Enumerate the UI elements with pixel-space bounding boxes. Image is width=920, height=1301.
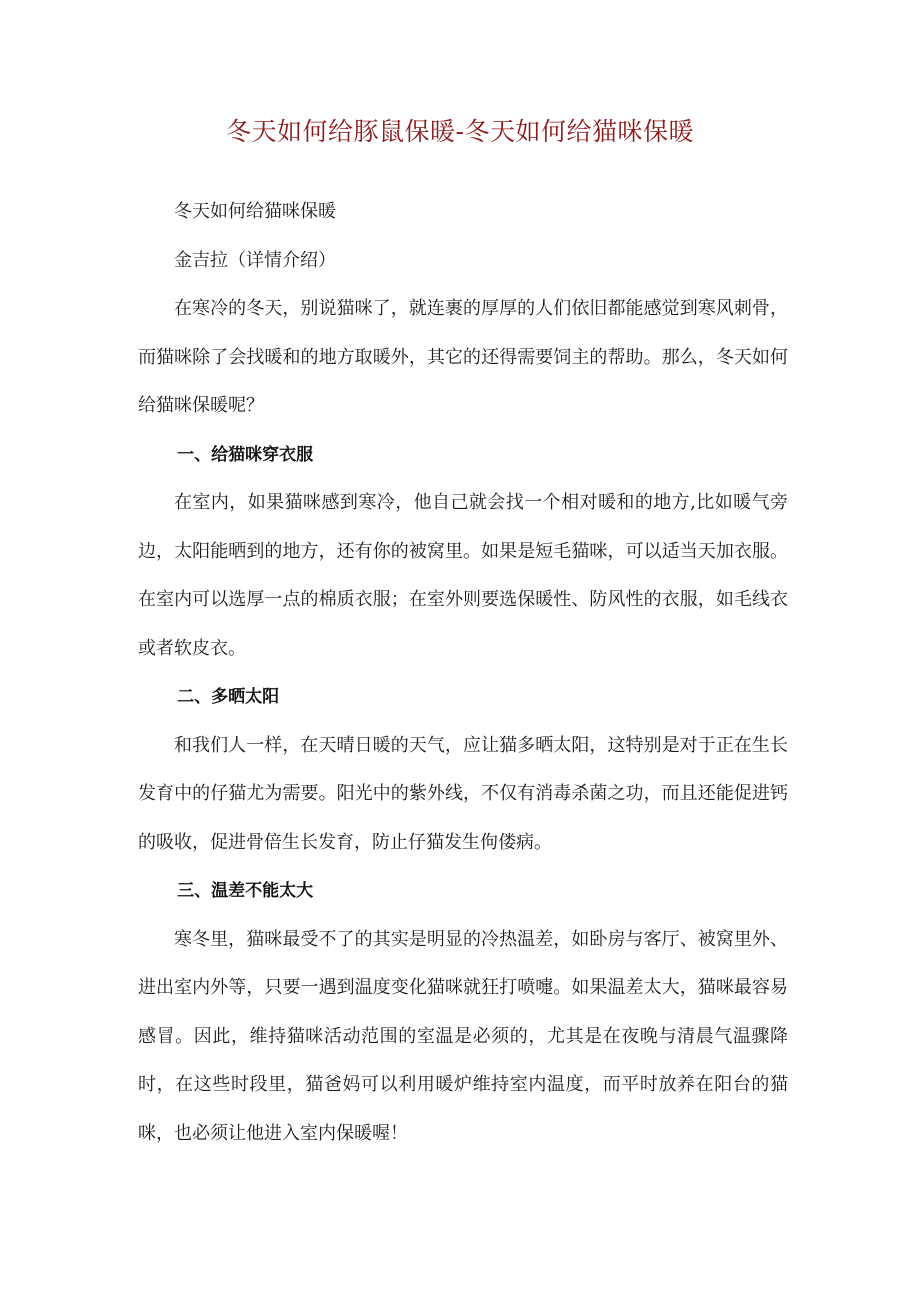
source-line: 金吉拉（详情介绍） [174,249,336,271]
subtitle: 冬天如何给猫咪保暖 [174,201,336,222]
section-heading-sunlight: 二、多晒太阳 [177,687,280,707]
intro-paragraph: 在寒冷的冬天，别说猫咪了，就连裹的厚厚的人们依旧都能感觉到寒风刺骨，而猫咪除了会找暖和的地方取暖外，其它的还得需要饲主的帮助。那么，冬天如何给猫咪保暖呢？ [138,298,788,416]
section-paragraph-clothes: 在室内，如果猫咪感到寒冷，他自己就会找一个相对暖和的地方,比如暖气旁边，太阳能晒到的地方，还有你的被窝里。如果是短毛猫咪，可以适当天加衣服。在室内可以选厚一点的棉质衣服；在室外则要选保暖性、防风性的衣服，如毛线衣或者软皮衣。 [138,492,788,659]
section-paragraph-temperature: 寒冬里，猫咪最受不了的其实是明显的冷热温差，如卧房与客厅、被窝里外、进出室内外等，只要一遇到温度变化猫咪就狂打喷嚏。如果温差太大，猫咪最容易感冒。因此，维持猫咪活动范围的室温是必须的，尤其是在夜晚与清晨气温骤降时，在这些时段里，猫爸妈可以利用暖炉维持室内温度，而平时放养在阳台的猫咪，也必须让他进入室内保暖喔！ [138,928,788,1144]
page-title: 冬天如何给豚鼠保暖-冬天如何给猫咪保暖 [226,117,694,146]
document-body [138,188,788,1158]
section-paragraph-sunlight: 和我们人一样，在天晴日暖的天气，应让猫多晒太阳，这特别是对于正在生长发育中的仔猫尤为需要。阳光中的紫外线，不仅有消毒杀菌之功，而且还能促进钙的吸收，促进骨倍生长发育，防止仔猫发生佝偻病。 [138,734,788,853]
section-heading-temperature: 三、温差不能太大 [177,881,314,901]
section-heading-clothes: 一、给猫咪穿衣服 [177,444,314,465]
